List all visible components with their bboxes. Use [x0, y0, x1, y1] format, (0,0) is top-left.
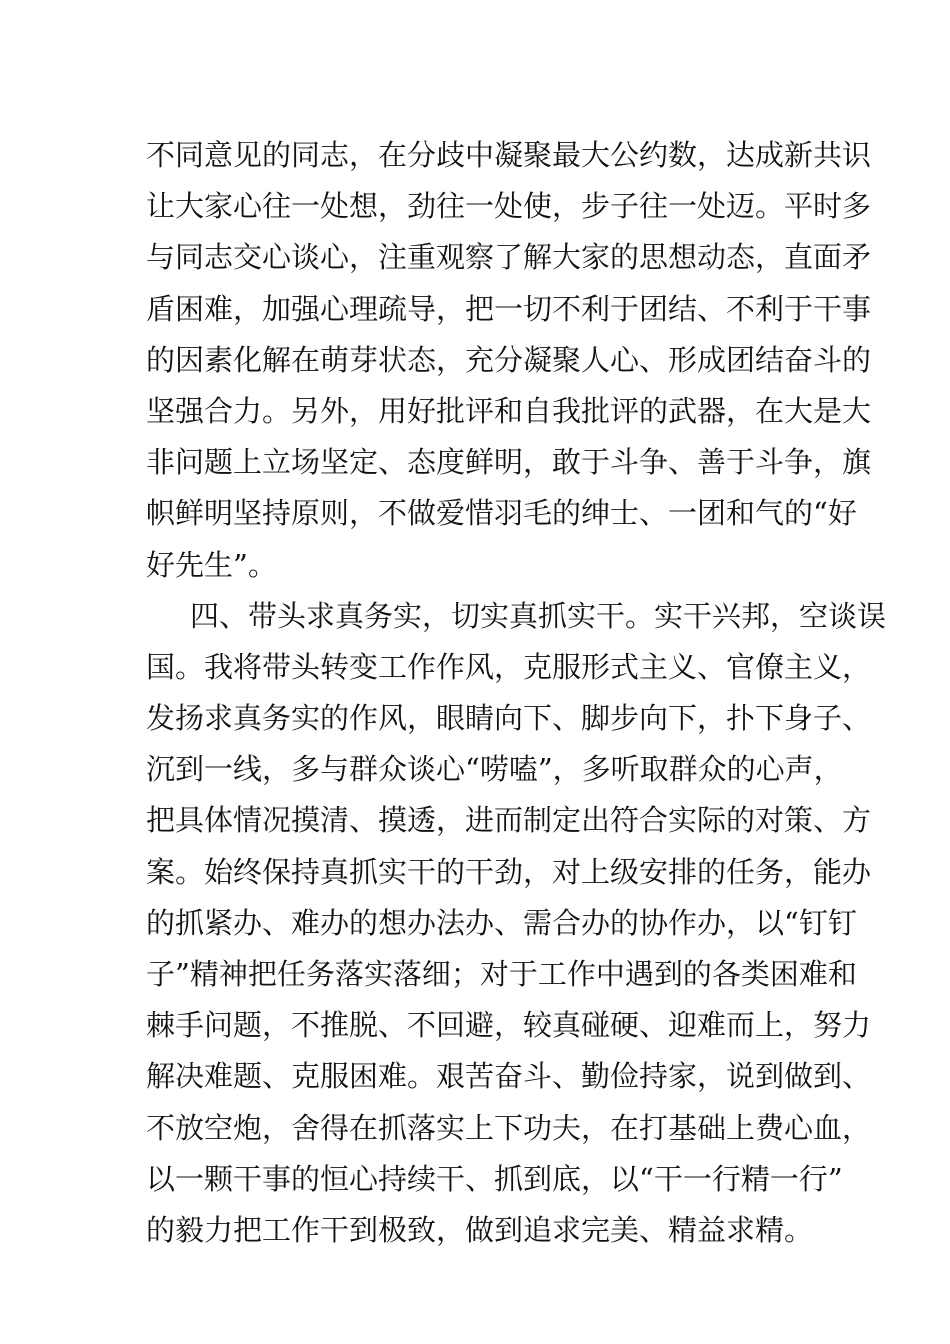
paragraph-section-four: [146, 591, 887, 1256]
text-line: 与同志交心谈心，注重观察了解大家的思想动态，直面矛: [146, 240, 872, 275]
section-heading-line: 四、带头求真务实，切实真抓实干。实干兴邦，空谈误: [190, 598, 887, 633]
text-line: 棘手问题，不推脱、不回避，较真碰硬、迎难而上，努力: [146, 1008, 872, 1043]
text-line: 以一颗干事的恒心持续干、抓到底，以“干一行精一行”: [146, 1161, 843, 1196]
text-line: 解决难题、克服困难。艰苦奋斗、勤俭持家，说到做到、: [146, 1059, 872, 1094]
text-line: 的抓紧办、难办的想办法办、需合办的协作办，以“钉钉: [146, 905, 857, 940]
text-line: 不同意见的同志，在分歧中凝聚最大公约数，达成新共识: [146, 138, 872, 172]
text-line: 坚强合力。另外，用好批评和自我批评的武器，在大是大: [146, 393, 872, 428]
text-line: 盾困难，加强心理疏导，把一切不利于团结、不利于干事: [146, 291, 872, 326]
text-line: 子”精神把任务落实落细；对于工作中遇到的各类困难和: [146, 957, 857, 991]
text-line-last: 好先生”。: [146, 547, 277, 582]
document-body: [146, 130, 887, 1256]
text-line: 让大家心往一处想，劲往一处使，步子往一处迈。平时多: [146, 189, 872, 224]
paragraph-unity: [146, 130, 872, 591]
text-line: 发扬求真务实的作风，眼睛向下、脚步向下，扑下身子、: [146, 701, 872, 736]
text-line: 不放空炮，舍得在抓落实上下功夫，在打基础上费心血，: [146, 1110, 872, 1145]
text-line: 把具体情况摸清、摸透，进而制定出符合实际的对策、方: [146, 803, 872, 838]
text-line: 沉到一线，多与群众谈心“唠嗑”，多听取群众的心声，: [146, 752, 843, 787]
text-line: 帜鲜明坚持原则，不做爱惜羽毛的绅士、一团和气的“好: [146, 496, 857, 531]
text-line: 案。始终保持真抓实干的干劲，对上级安排的任务，能办: [146, 854, 872, 889]
text-line-last: 的毅力把工作干到极致，做到追求完美、精益求精。: [146, 1212, 814, 1247]
text-line: 非问题上立场坚定、态度鲜明，敢于斗争、善于斗争，旗: [146, 445, 872, 480]
text-line: 的因素化解在萌芽状态，充分凝聚人心、形成团结奋斗的: [146, 342, 872, 377]
text-line: 国。我将带头转变工作作风，克服形式主义、官僚主义，: [146, 649, 872, 684]
